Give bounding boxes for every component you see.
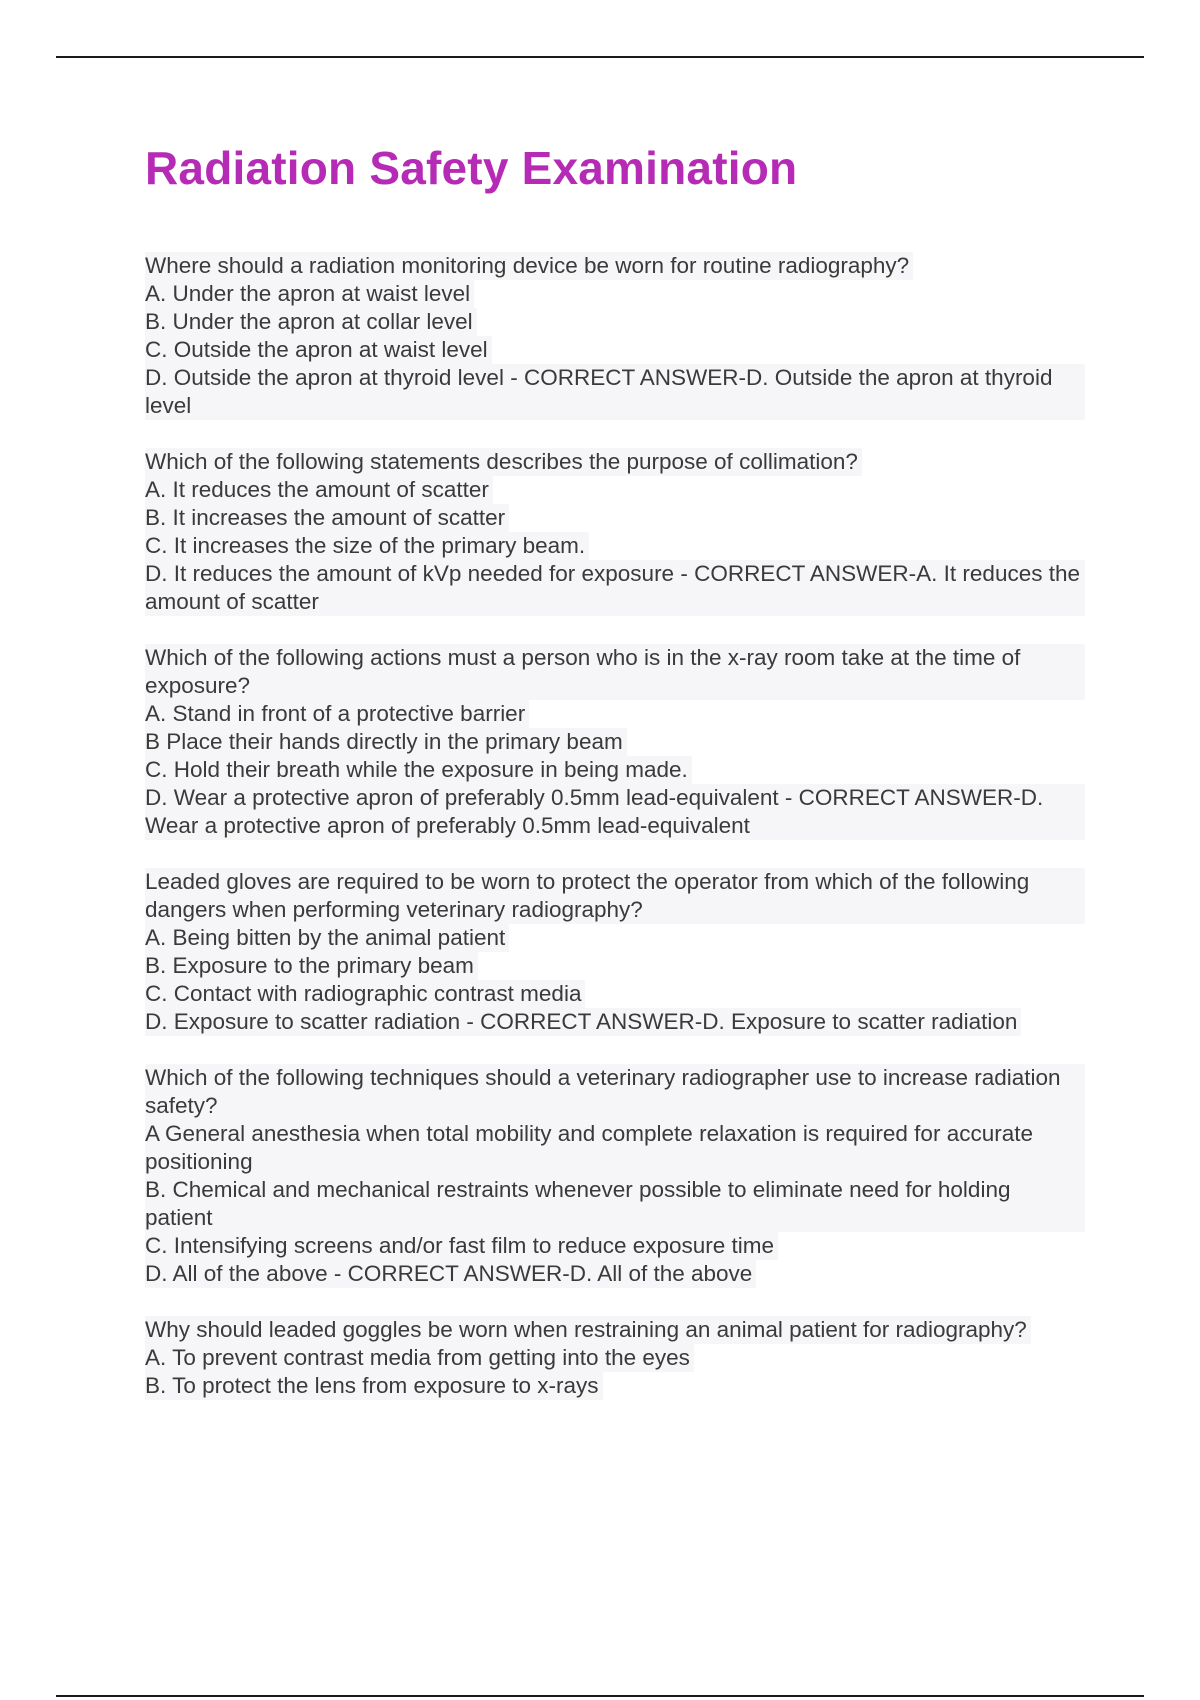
answer-option: B. To protect the lens from exposure to x-rays	[145, 1372, 603, 1400]
question-text: Why should leaded goggles be worn when restraining an animal patient for radiography?	[145, 1316, 1031, 1344]
answer-option: C. It increases the size of the primary beam.	[145, 532, 589, 560]
question-text: Which of the following techniques should a veterinary radiographer use to increase radiation safety?	[145, 1064, 1085, 1120]
answer-option-with-correct-answer: D. Outside the apron at thyroid level - CORRECT ANSWER-D. Outside the apron at thyroid level	[145, 364, 1085, 420]
bottom-rule	[56, 1695, 1144, 1697]
question-list	[145, 252, 1085, 1400]
answer-option: A. It reduces the amount of scatter	[145, 476, 493, 504]
question-block	[145, 868, 1085, 1036]
answer-option: B. Chemical and mechanical restraints whenever possible to eliminate need for holding patient	[145, 1176, 1085, 1232]
answer-option: C. Intensifying screens and/or fast film to reduce exposure time	[145, 1232, 778, 1260]
answer-option-with-correct-answer: D. All of the above - CORRECT ANSWER-D. All of the above	[145, 1260, 756, 1288]
question-block	[145, 644, 1085, 840]
answer-option: A General anesthesia when total mobility and complete relaxation is required for accurate positioning	[145, 1120, 1085, 1176]
answer-option-with-correct-answer: D. Wear a protective apron of preferably 0.5mm lead-equivalent - CORRECT ANSWER-D. Wear a protective apron of preferably 0.5mm lead-equivalent	[145, 784, 1085, 840]
top-rule	[56, 56, 1144, 58]
question-text: Where should a radiation monitoring device be worn for routine radiography?	[145, 252, 913, 280]
answer-option: C. Outside the apron at waist level	[145, 336, 492, 364]
answer-option: A. Being bitten by the animal patient	[145, 924, 509, 952]
answer-option: B Place their hands directly in the primary beam	[145, 728, 627, 756]
question-block	[145, 1316, 1085, 1400]
document-title: Radiation Safety Examination	[145, 142, 798, 194]
answer-option: A. Stand in front of a protective barrier	[145, 700, 529, 728]
answer-option: B. Exposure to the primary beam	[145, 952, 478, 980]
answer-option-with-correct-answer: D. Exposure to scatter radiation - CORRECT ANSWER-D. Exposure to scatter radiation	[145, 1008, 1021, 1036]
answer-option: B. Under the apron at collar level	[145, 308, 477, 336]
question-block	[145, 448, 1085, 616]
answer-option: C. Contact with radiographic contrast media	[145, 980, 585, 1008]
document-page	[145, 140, 1085, 1428]
question-block	[145, 252, 1085, 420]
question-block	[145, 1064, 1085, 1288]
answer-option: A. Under the apron at waist level	[145, 280, 474, 308]
answer-option: B. It increases the amount of scatter	[145, 504, 509, 532]
answer-option-with-correct-answer: D. It reduces the amount of kVp needed for exposure - CORRECT ANSWER-A. It reduces the amount of scatter	[145, 560, 1085, 616]
question-text: Which of the following actions must a person who is in the x-ray room take at the time of exposure?	[145, 644, 1085, 700]
question-text: Which of the following statements describes the purpose of collimation?	[145, 448, 862, 476]
question-text: Leaded gloves are required to be worn to protect the operator from which of the following dangers when performing veterinary radiography?	[145, 868, 1085, 924]
answer-option: C. Hold their breath while the exposure in being made.	[145, 756, 692, 784]
answer-option: A. To prevent contrast media from getting into the eyes	[145, 1344, 694, 1372]
